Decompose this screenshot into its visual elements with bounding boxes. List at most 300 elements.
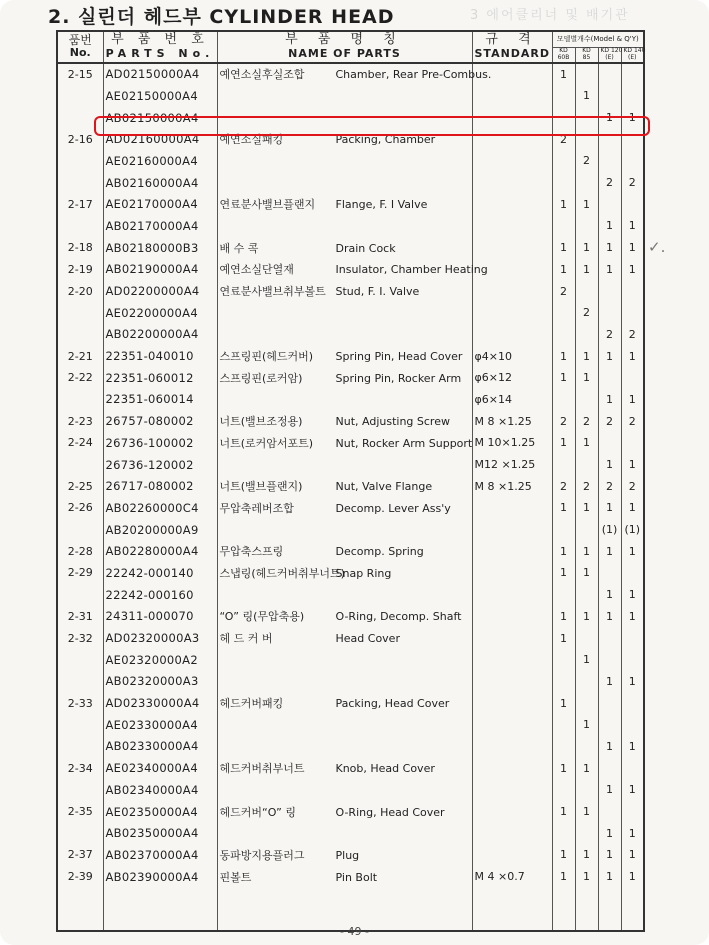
part-name-en: Packing, Head Cover <box>335 697 450 711</box>
part-number: AE02350000A4 <box>103 801 217 823</box>
part-name <box>217 324 472 346</box>
part-name-kr: 배 수 콕 <box>219 241 259 255</box>
part-name <box>217 584 472 606</box>
qty-cell: 1 <box>621 237 644 259</box>
table-row <box>57 779 644 801</box>
qty-cell <box>621 302 644 324</box>
part-number: AD02200000A4 <box>103 280 217 302</box>
qty-cell <box>575 627 598 649</box>
standard <box>472 714 552 736</box>
qty-cell <box>575 584 598 606</box>
table-row <box>57 237 644 259</box>
table-row <box>57 627 644 649</box>
qty-cell: 1 <box>575 844 598 866</box>
standard <box>472 519 552 541</box>
qty-cell <box>621 649 644 671</box>
qty-cell <box>621 432 644 454</box>
qty-cell: 1 <box>575 540 598 562</box>
standard: M12 ×1.25 <box>472 454 552 476</box>
item-number: 2-24 <box>57 432 103 454</box>
qty-cell: 1 <box>621 584 644 606</box>
standard <box>472 280 552 302</box>
header-standard-kr: 규 격 <box>485 32 539 48</box>
highlight-box <box>94 116 650 136</box>
qty-cell: 2 <box>575 302 598 324</box>
part-name-kr: 예연소실후실조합 <box>219 68 305 82</box>
table-row <box>57 605 644 627</box>
item-number <box>57 324 103 346</box>
part-number: AB02370000A4 <box>103 844 217 866</box>
qty-cell: 1 <box>552 627 575 649</box>
qty-cell: 1 <box>598 866 621 888</box>
qty-cell <box>552 454 575 476</box>
table-row <box>57 584 644 606</box>
standard <box>472 822 552 844</box>
header-model-kd140e: KD 140 (E) <box>621 48 644 63</box>
part-number: AB02340000A4 <box>103 779 217 801</box>
qty-cell <box>575 389 598 411</box>
header-model-kd60b: KD 60B <box>552 48 575 63</box>
standard <box>472 779 552 801</box>
header-model-qty: 모델별개수(Model & Q'Y) <box>552 31 644 48</box>
table-row <box>57 280 644 302</box>
part-number: AB02330000A4 <box>103 736 217 758</box>
table-row <box>57 844 644 866</box>
part-name-en: Spring Pin, Head Cover <box>335 350 463 364</box>
part-name <box>217 779 472 801</box>
item-number: 2-39 <box>57 866 103 888</box>
bleed-through-text: 3 에어클리너 및 배기관 <box>470 8 630 23</box>
part-name <box>217 627 472 649</box>
qty-cell: 1 <box>552 367 575 389</box>
qty-cell: 1 <box>552 432 575 454</box>
header-model-kd120e: KD 120 (E) <box>598 48 621 63</box>
part-name-kr: 헤 드 커 버 <box>219 632 273 645</box>
table-row <box>57 258 644 280</box>
part-number: 22351-040010 <box>103 345 217 367</box>
qty-cell: 1 <box>621 736 644 758</box>
qty-cell <box>575 454 598 476</box>
standard <box>472 172 552 194</box>
part-name <box>217 193 472 215</box>
qty-cell <box>621 757 644 779</box>
qty-cell: 2 <box>552 128 575 150</box>
qty-cell <box>575 671 598 693</box>
qty-cell <box>621 150 644 172</box>
part-name-en: Flange, F. I Valve <box>335 198 428 212</box>
part-name <box>217 692 472 714</box>
qty-cell: 1 <box>552 237 575 259</box>
qty-cell: 1 <box>552 866 575 888</box>
part-name-en: Knob, Head Cover <box>335 762 435 776</box>
item-number: 2-32 <box>57 627 103 649</box>
item-number: 2-16 <box>57 128 103 150</box>
item-number <box>57 519 103 541</box>
qty-cell <box>598 63 621 85</box>
item-number <box>57 779 103 801</box>
item-number: 2-26 <box>57 497 103 519</box>
standard <box>472 302 552 324</box>
part-name <box>217 172 472 194</box>
header-name-kr: 부 품 명 칭 <box>285 32 404 48</box>
item-number: 2-23 <box>57 410 103 432</box>
qty-cell: 2 <box>621 410 644 432</box>
table-row <box>57 454 644 476</box>
part-number: AB02170000A4 <box>103 215 217 237</box>
qty-cell: 2 <box>552 410 575 432</box>
qty-cell <box>552 671 575 693</box>
part-name-kr: 헤드커버“O” 링 <box>219 805 296 819</box>
qty-cell <box>598 627 621 649</box>
part-name-en: Nut, Adjusting Screw <box>335 415 450 429</box>
qty-cell: 1 <box>598 107 621 129</box>
part-name-en: Nut, Rocker Arm Support <box>335 436 473 450</box>
part-name-en: O-Ring, Head Cover <box>335 805 445 819</box>
qty-cell: 1 <box>621 671 644 693</box>
qty-cell <box>552 822 575 844</box>
standard <box>472 649 552 671</box>
qty-cell: (1) <box>598 519 621 541</box>
item-number: 2-37 <box>57 844 103 866</box>
table-row <box>57 367 644 389</box>
page-title: 2. 실린더 헤드부 CYLINDER HEAD <box>48 6 395 28</box>
qty-cell: 1 <box>598 497 621 519</box>
part-name <box>217 605 472 627</box>
part-name-kr: 헤드커버취부너트 <box>219 762 305 776</box>
item-number <box>57 302 103 324</box>
qty-cell <box>575 887 598 909</box>
qty-cell: 1 <box>621 389 644 411</box>
qty-cell <box>621 193 644 215</box>
qty-cell <box>575 692 598 714</box>
standard <box>472 736 552 758</box>
qty-cell <box>552 324 575 346</box>
part-name-en: Packing, Chamber <box>335 133 436 147</box>
part-name <box>217 540 472 562</box>
qty-cell <box>598 150 621 172</box>
qty-cell <box>598 85 621 107</box>
qty-cell: 2 <box>621 324 644 346</box>
part-name-en: Spring Pin, Rocker Arm <box>335 371 462 385</box>
part-number: AB02190000A4 <box>103 258 217 280</box>
qty-cell: 1 <box>598 215 621 237</box>
qty-cell <box>598 801 621 823</box>
item-number <box>57 389 103 411</box>
table-row <box>57 519 644 541</box>
qty-cell: 1 <box>552 497 575 519</box>
part-name <box>217 215 472 237</box>
qty-cell: 1 <box>598 584 621 606</box>
standard <box>472 237 552 259</box>
part-name <box>217 410 472 432</box>
part-name <box>217 475 472 497</box>
qty-cell: 1 <box>598 540 621 562</box>
qty-cell: 1 <box>552 258 575 280</box>
item-number: 2-35 <box>57 801 103 823</box>
part-number: AE02340000A4 <box>103 757 217 779</box>
qty-cell: 1 <box>598 454 621 476</box>
qty-cell: 2 <box>598 475 621 497</box>
qty-cell: 1 <box>621 454 644 476</box>
part-number: AB02390000A4 <box>103 866 217 888</box>
item-number <box>57 454 103 476</box>
qty-cell: (1) <box>621 519 644 541</box>
part-number: AB02150000A4 <box>103 107 217 129</box>
part-name-en: Snap Ring <box>335 566 392 580</box>
qty-cell: 1 <box>575 714 598 736</box>
table-row <box>57 822 644 844</box>
qty-cell: 1 <box>575 85 598 107</box>
qty-cell: 1 <box>621 107 644 129</box>
qty-cell <box>621 692 644 714</box>
table-row <box>57 757 644 779</box>
table-row <box>57 432 644 454</box>
qty-cell <box>598 193 621 215</box>
part-name <box>217 671 472 693</box>
table-row <box>57 150 644 172</box>
part-name <box>217 887 472 909</box>
qty-cell: 1 <box>552 562 575 584</box>
part-name-kr: “O” 링(무압축용) <box>219 610 305 624</box>
qty-cell: 2 <box>552 475 575 497</box>
qty-cell <box>598 432 621 454</box>
header-parts-no-en: PARTS No. <box>105 47 215 61</box>
item-number: 2-25 <box>57 475 103 497</box>
table-row <box>57 410 644 432</box>
table-row <box>57 497 644 519</box>
item-number <box>57 649 103 671</box>
qty-cell <box>621 562 644 584</box>
part-name-kr: 스프링핀(로커암) <box>219 371 303 385</box>
part-name-en: Decomp. Spring <box>335 545 424 559</box>
table-row <box>57 540 644 562</box>
part-number: AD02150000A4 <box>103 63 217 85</box>
part-name <box>217 844 472 866</box>
qty-cell: 1 <box>621 844 644 866</box>
qty-cell: 2 <box>598 172 621 194</box>
part-number: AB02350000A4 <box>103 822 217 844</box>
standard <box>472 150 552 172</box>
header-no <box>57 31 103 63</box>
qty-cell <box>575 822 598 844</box>
qty-cell: 2 <box>621 475 644 497</box>
standard <box>472 215 552 237</box>
qty-cell <box>621 63 644 85</box>
qty-cell <box>598 692 621 714</box>
item-number: 2-17 <box>57 193 103 215</box>
part-name <box>217 345 472 367</box>
qty-cell: 1 <box>598 844 621 866</box>
qty-cell: 2 <box>575 475 598 497</box>
qty-cell <box>552 714 575 736</box>
part-name-kr: 연료분사밸브취부볼트 <box>219 285 326 298</box>
part-number: 26757-080002 <box>103 410 217 432</box>
qty-cell: 1 <box>575 193 598 215</box>
qty-cell: 1 <box>598 671 621 693</box>
part-name-en: Insulator, Chamber Heating <box>335 263 488 277</box>
item-number <box>57 887 103 909</box>
qty-cell: 1 <box>575 757 598 779</box>
part-name-en: Nut, Valve Flange <box>335 480 433 494</box>
qty-cell <box>575 736 598 758</box>
item-number: 2-20 <box>57 280 103 302</box>
part-name <box>217 63 492 85</box>
part-name-kr: 연료분사밸브플랜지 <box>219 198 316 212</box>
part-name-kr: 너트(밸브조정용) <box>219 415 303 429</box>
item-number <box>57 172 103 194</box>
qty-cell <box>552 172 575 194</box>
qty-cell <box>598 562 621 584</box>
qty-cell <box>621 85 644 107</box>
part-name <box>217 454 472 476</box>
standard <box>472 497 552 519</box>
item-number: 2-18 <box>57 237 103 259</box>
part-name-en: O-Ring, Decomp. Shaft <box>335 610 462 624</box>
qty-cell <box>552 302 575 324</box>
part-name-kr: 헤드커버패킹 <box>219 697 284 711</box>
part-name <box>217 649 472 671</box>
qty-cell: 1 <box>552 193 575 215</box>
qty-cell <box>575 324 598 346</box>
qty-cell: 1 <box>575 562 598 584</box>
table-row <box>57 866 644 888</box>
part-name <box>217 85 472 107</box>
part-number: AB02280000A4 <box>103 540 217 562</box>
header-parts-no-kr: 부 품 번 호 <box>111 32 209 48</box>
qty-cell: 1 <box>552 757 575 779</box>
qty-cell: 1 <box>575 866 598 888</box>
standard <box>472 540 552 562</box>
qty-cell: 1 <box>598 345 621 367</box>
part-name-en: Head Cover <box>335 632 400 645</box>
standard <box>472 627 552 649</box>
part-number: AD02320000A3 <box>103 627 217 649</box>
table-row <box>57 302 644 324</box>
qty-cell <box>598 714 621 736</box>
header-standard-en: STANDARD <box>474 47 551 61</box>
table-row <box>57 714 644 736</box>
part-name-kr: 예연소실단열재 <box>219 263 294 277</box>
part-name-kr: 예연소실패킹 <box>219 133 284 147</box>
qty-cell: 1 <box>598 258 621 280</box>
item-number <box>57 584 103 606</box>
table-row <box>57 345 644 367</box>
table-row <box>57 85 644 107</box>
part-name <box>217 801 472 823</box>
standard: φ4×10 <box>472 345 552 367</box>
qty-cell <box>575 63 598 85</box>
qty-cell <box>552 649 575 671</box>
standard <box>472 193 552 215</box>
qty-cell <box>598 649 621 671</box>
part-name-en: Stud, F. I. Valve <box>335 285 420 298</box>
qty-cell <box>552 215 575 237</box>
page-number: - 49 - <box>340 925 369 938</box>
part-name <box>217 432 472 454</box>
item-number: 2-19 <box>57 258 103 280</box>
qty-cell: 1 <box>552 605 575 627</box>
item-number <box>57 736 103 758</box>
qty-cell <box>552 519 575 541</box>
item-number: 2-31 <box>57 605 103 627</box>
qty-cell <box>621 367 644 389</box>
part-name <box>217 237 472 259</box>
qty-cell: 1 <box>621 345 644 367</box>
part-name <box>217 258 488 280</box>
qty-cell: 1 <box>575 237 598 259</box>
part-name <box>217 562 472 584</box>
qty-cell <box>575 172 598 194</box>
standard: M 10×1.25 <box>472 432 552 454</box>
part-name <box>217 150 472 172</box>
qty-cell: 1 <box>598 822 621 844</box>
parts-table <box>56 30 645 932</box>
part-name-kr: 너트(밸브플랜지) <box>219 480 303 494</box>
part-name-en: Drain Cock <box>335 241 396 255</box>
table-row <box>57 172 644 194</box>
part-name <box>217 367 472 389</box>
item-number: 2-33 <box>57 692 103 714</box>
qty-cell: 1 <box>621 497 644 519</box>
part-name-kr: 스프링핀(헤드커버) <box>219 350 314 364</box>
table-row <box>57 887 644 909</box>
part-number: AB02260000C4 <box>103 497 217 519</box>
qty-cell <box>575 280 598 302</box>
qty-cell: 1 <box>621 605 644 627</box>
qty-cell: 2 <box>575 410 598 432</box>
table-row <box>57 215 644 237</box>
part-name-en: Plug <box>335 848 360 862</box>
part-name <box>217 866 472 888</box>
part-number: AE02330000A4 <box>103 714 217 736</box>
qty-cell: 1 <box>575 605 598 627</box>
qty-cell: 1 <box>598 237 621 259</box>
table-row <box>57 63 644 85</box>
standard <box>472 562 552 584</box>
part-number: 22351-060012 <box>103 367 217 389</box>
part-name <box>217 497 472 519</box>
qty-cell: 1 <box>621 258 644 280</box>
qty-cell <box>552 887 575 909</box>
handwritten-check-mark: ✓. <box>648 238 666 256</box>
qty-cell <box>598 280 621 302</box>
table-row <box>57 671 644 693</box>
table-row <box>57 692 644 714</box>
standard: M 8 ×1.25 <box>472 475 552 497</box>
standard: φ6×14 <box>472 389 552 411</box>
qty-cell: 1 <box>552 692 575 714</box>
item-number: 2-28 <box>57 540 103 562</box>
part-name <box>217 714 472 736</box>
part-number: AD02160000A4 <box>103 128 217 150</box>
part-name-kr: 핀볼트 <box>219 870 252 884</box>
qty-cell <box>552 150 575 172</box>
item-number <box>57 822 103 844</box>
part-number: 22351-060014 <box>103 389 217 411</box>
part-number: AE02150000A4 <box>103 85 217 107</box>
qty-cell <box>575 519 598 541</box>
standard <box>472 692 552 714</box>
standard <box>472 85 552 107</box>
standard <box>472 324 552 346</box>
qty-cell <box>552 85 575 107</box>
standard <box>472 584 552 606</box>
part-number: AE02160000A4 <box>103 150 217 172</box>
part-number: AB20200000A9 <box>103 519 217 541</box>
qty-cell <box>552 389 575 411</box>
qty-cell: 1 <box>575 258 598 280</box>
qty-cell: 2 <box>598 410 621 432</box>
